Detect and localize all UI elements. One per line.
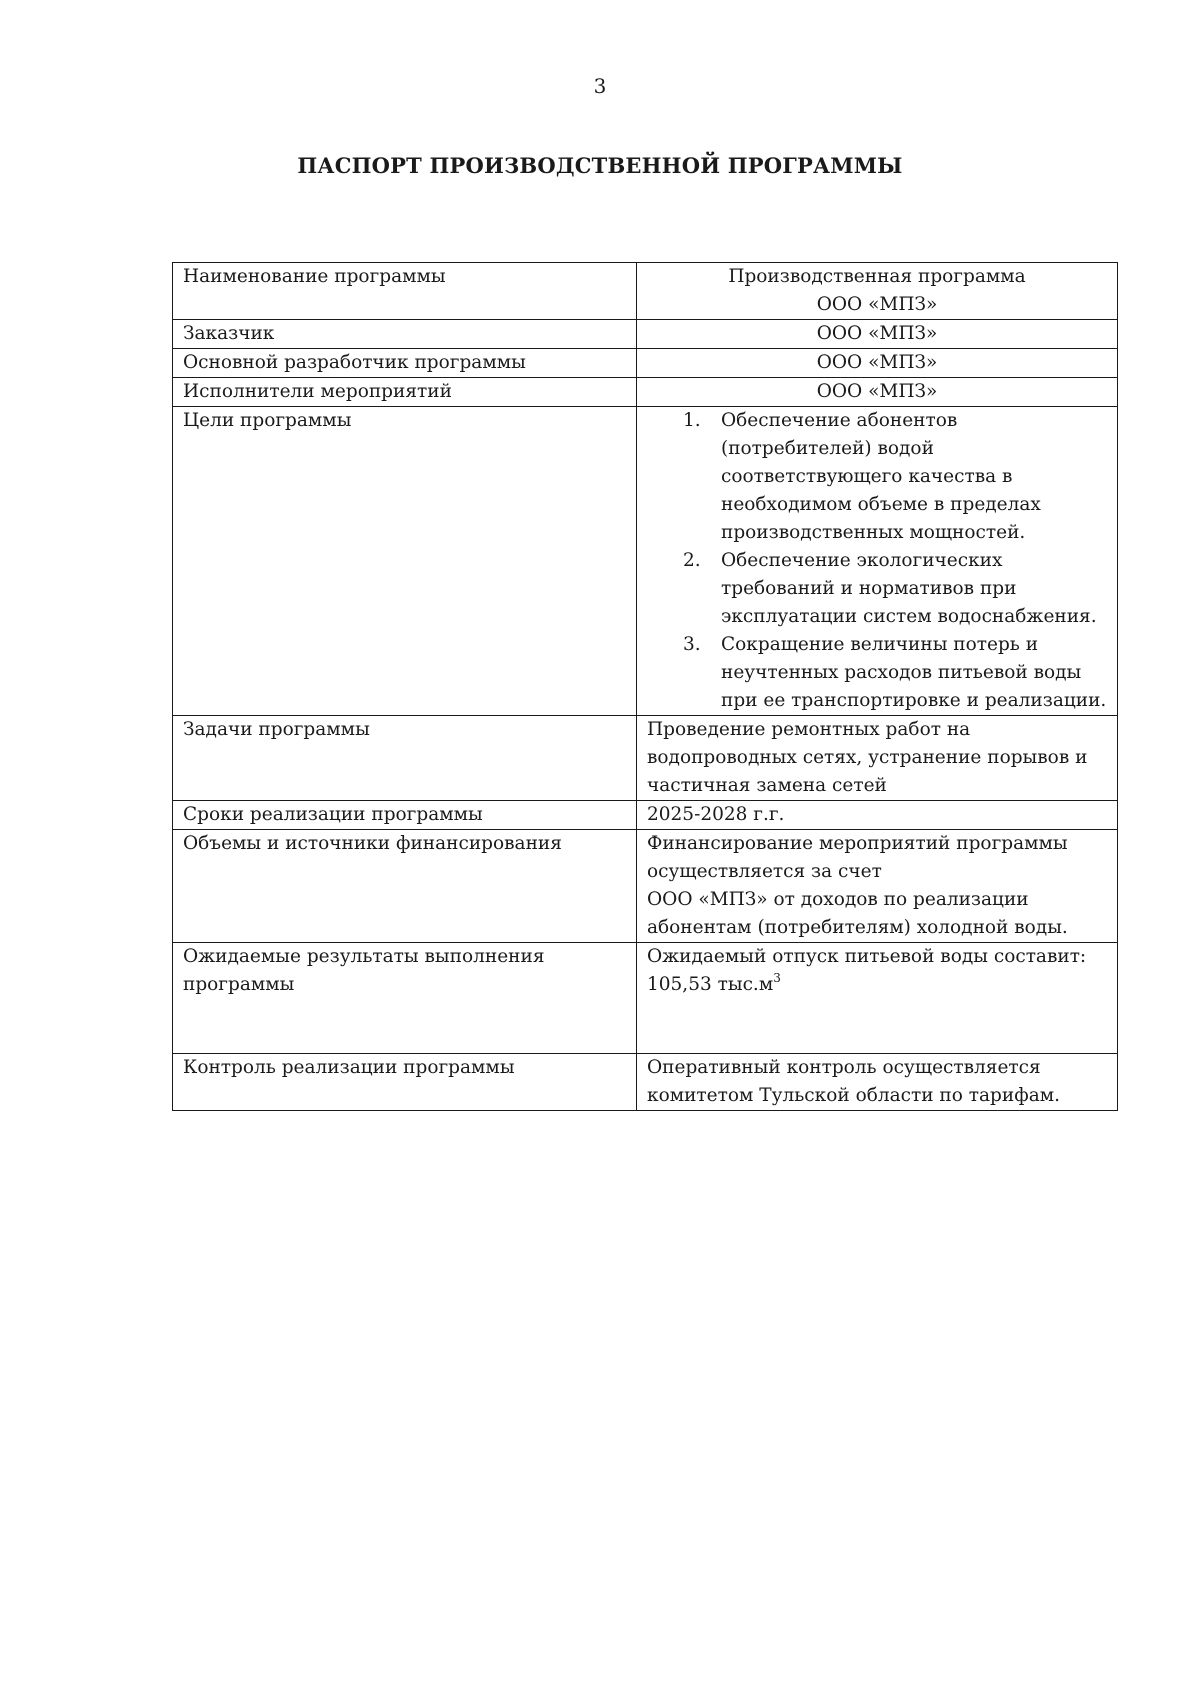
program-passport-table bbox=[172, 262, 1118, 1111]
results-amount bbox=[647, 971, 1107, 999]
table-row-program-name bbox=[173, 263, 1118, 320]
row-label: Основной разработчик программы bbox=[173, 349, 637, 378]
row-value: 2025-2028 г.г. bbox=[637, 801, 1118, 830]
table-row-developer bbox=[173, 349, 1118, 378]
table-row-financing bbox=[173, 830, 1118, 943]
row-value: Оперативный контроль осуществляется комитетом Тульской области по тарифам. bbox=[637, 1054, 1118, 1111]
financing-line-2: ООО «МПЗ» от доходов по реализации абонентам (потребителям) холодной воды. bbox=[647, 889, 1068, 938]
row-value bbox=[637, 830, 1118, 943]
row-value: Проведение ремонтных работ на водопроводных сетях, устранение порывов и частичная замена сетей bbox=[637, 716, 1118, 801]
row-value bbox=[637, 263, 1118, 320]
goal-item bbox=[683, 631, 1107, 715]
row-label: Задачи программы bbox=[173, 716, 637, 801]
row-label: Ожидаемые результаты выполнения программы bbox=[173, 943, 637, 1054]
page-number: 3 bbox=[593, 74, 607, 98]
row-label: Исполнители мероприятий bbox=[173, 378, 637, 407]
goal-item bbox=[683, 407, 1107, 547]
goal-text: Обеспечение абонентов (потребителей) водой соответствующего качества в необходимом объеме в пределах производственных мощностей. bbox=[721, 410, 1041, 543]
row-label: Цели программы bbox=[173, 407, 637, 716]
row-label: Наименование программы bbox=[173, 263, 637, 320]
row-value: ООО «МПЗ» bbox=[637, 349, 1118, 378]
row-value bbox=[637, 943, 1118, 1054]
goal-text: Сокращение величины потерь и неучтенных расходов питьевой воды при ее транспортировке и реализации. bbox=[721, 634, 1107, 711]
goal-text: Обеспечение экологических требований и нормативов при эксплуатации систем водоснабжения. bbox=[721, 550, 1097, 627]
goal-number: 1. bbox=[683, 410, 701, 431]
row-label: Контроль реализации программы bbox=[173, 1054, 637, 1111]
goals-list bbox=[647, 407, 1107, 715]
program-name-line-2: ООО «МПЗ» bbox=[816, 294, 938, 315]
table-row-results bbox=[173, 943, 1118, 1054]
program-name-line-1: Производственная программа bbox=[728, 266, 1026, 287]
table-row-customer bbox=[173, 320, 1118, 349]
results-amount-superscript: 3 bbox=[773, 971, 781, 985]
goal-number: 2. bbox=[683, 550, 701, 571]
table-row-executors bbox=[173, 378, 1118, 407]
table-row-terms bbox=[173, 801, 1118, 830]
row-value: ООО «МПЗ» bbox=[637, 320, 1118, 349]
goal-item bbox=[683, 547, 1107, 631]
page-title: ПАСПОРТ ПРОИЗВОДСТВЕННОЙ ПРОГРАММЫ bbox=[297, 153, 903, 178]
table-row-goals bbox=[173, 407, 1118, 716]
table-row-control bbox=[173, 1054, 1118, 1111]
row-label: Заказчик bbox=[173, 320, 637, 349]
financing-line-1: Финансирование мероприятий программы осуществляется за счет bbox=[647, 833, 1068, 882]
row-label: Сроки реализации программы bbox=[173, 801, 637, 830]
row-value bbox=[637, 407, 1118, 716]
results-amount-value: 105,53 тыс.м bbox=[647, 974, 774, 995]
table-row-tasks bbox=[173, 716, 1118, 801]
row-label: Объемы и источники финансирования bbox=[173, 830, 637, 943]
row-value: ООО «МПЗ» bbox=[637, 378, 1118, 407]
results-line-1: Ожидаемый отпуск питьевой воды составит: bbox=[647, 946, 1087, 967]
goal-number: 3. bbox=[683, 634, 701, 655]
